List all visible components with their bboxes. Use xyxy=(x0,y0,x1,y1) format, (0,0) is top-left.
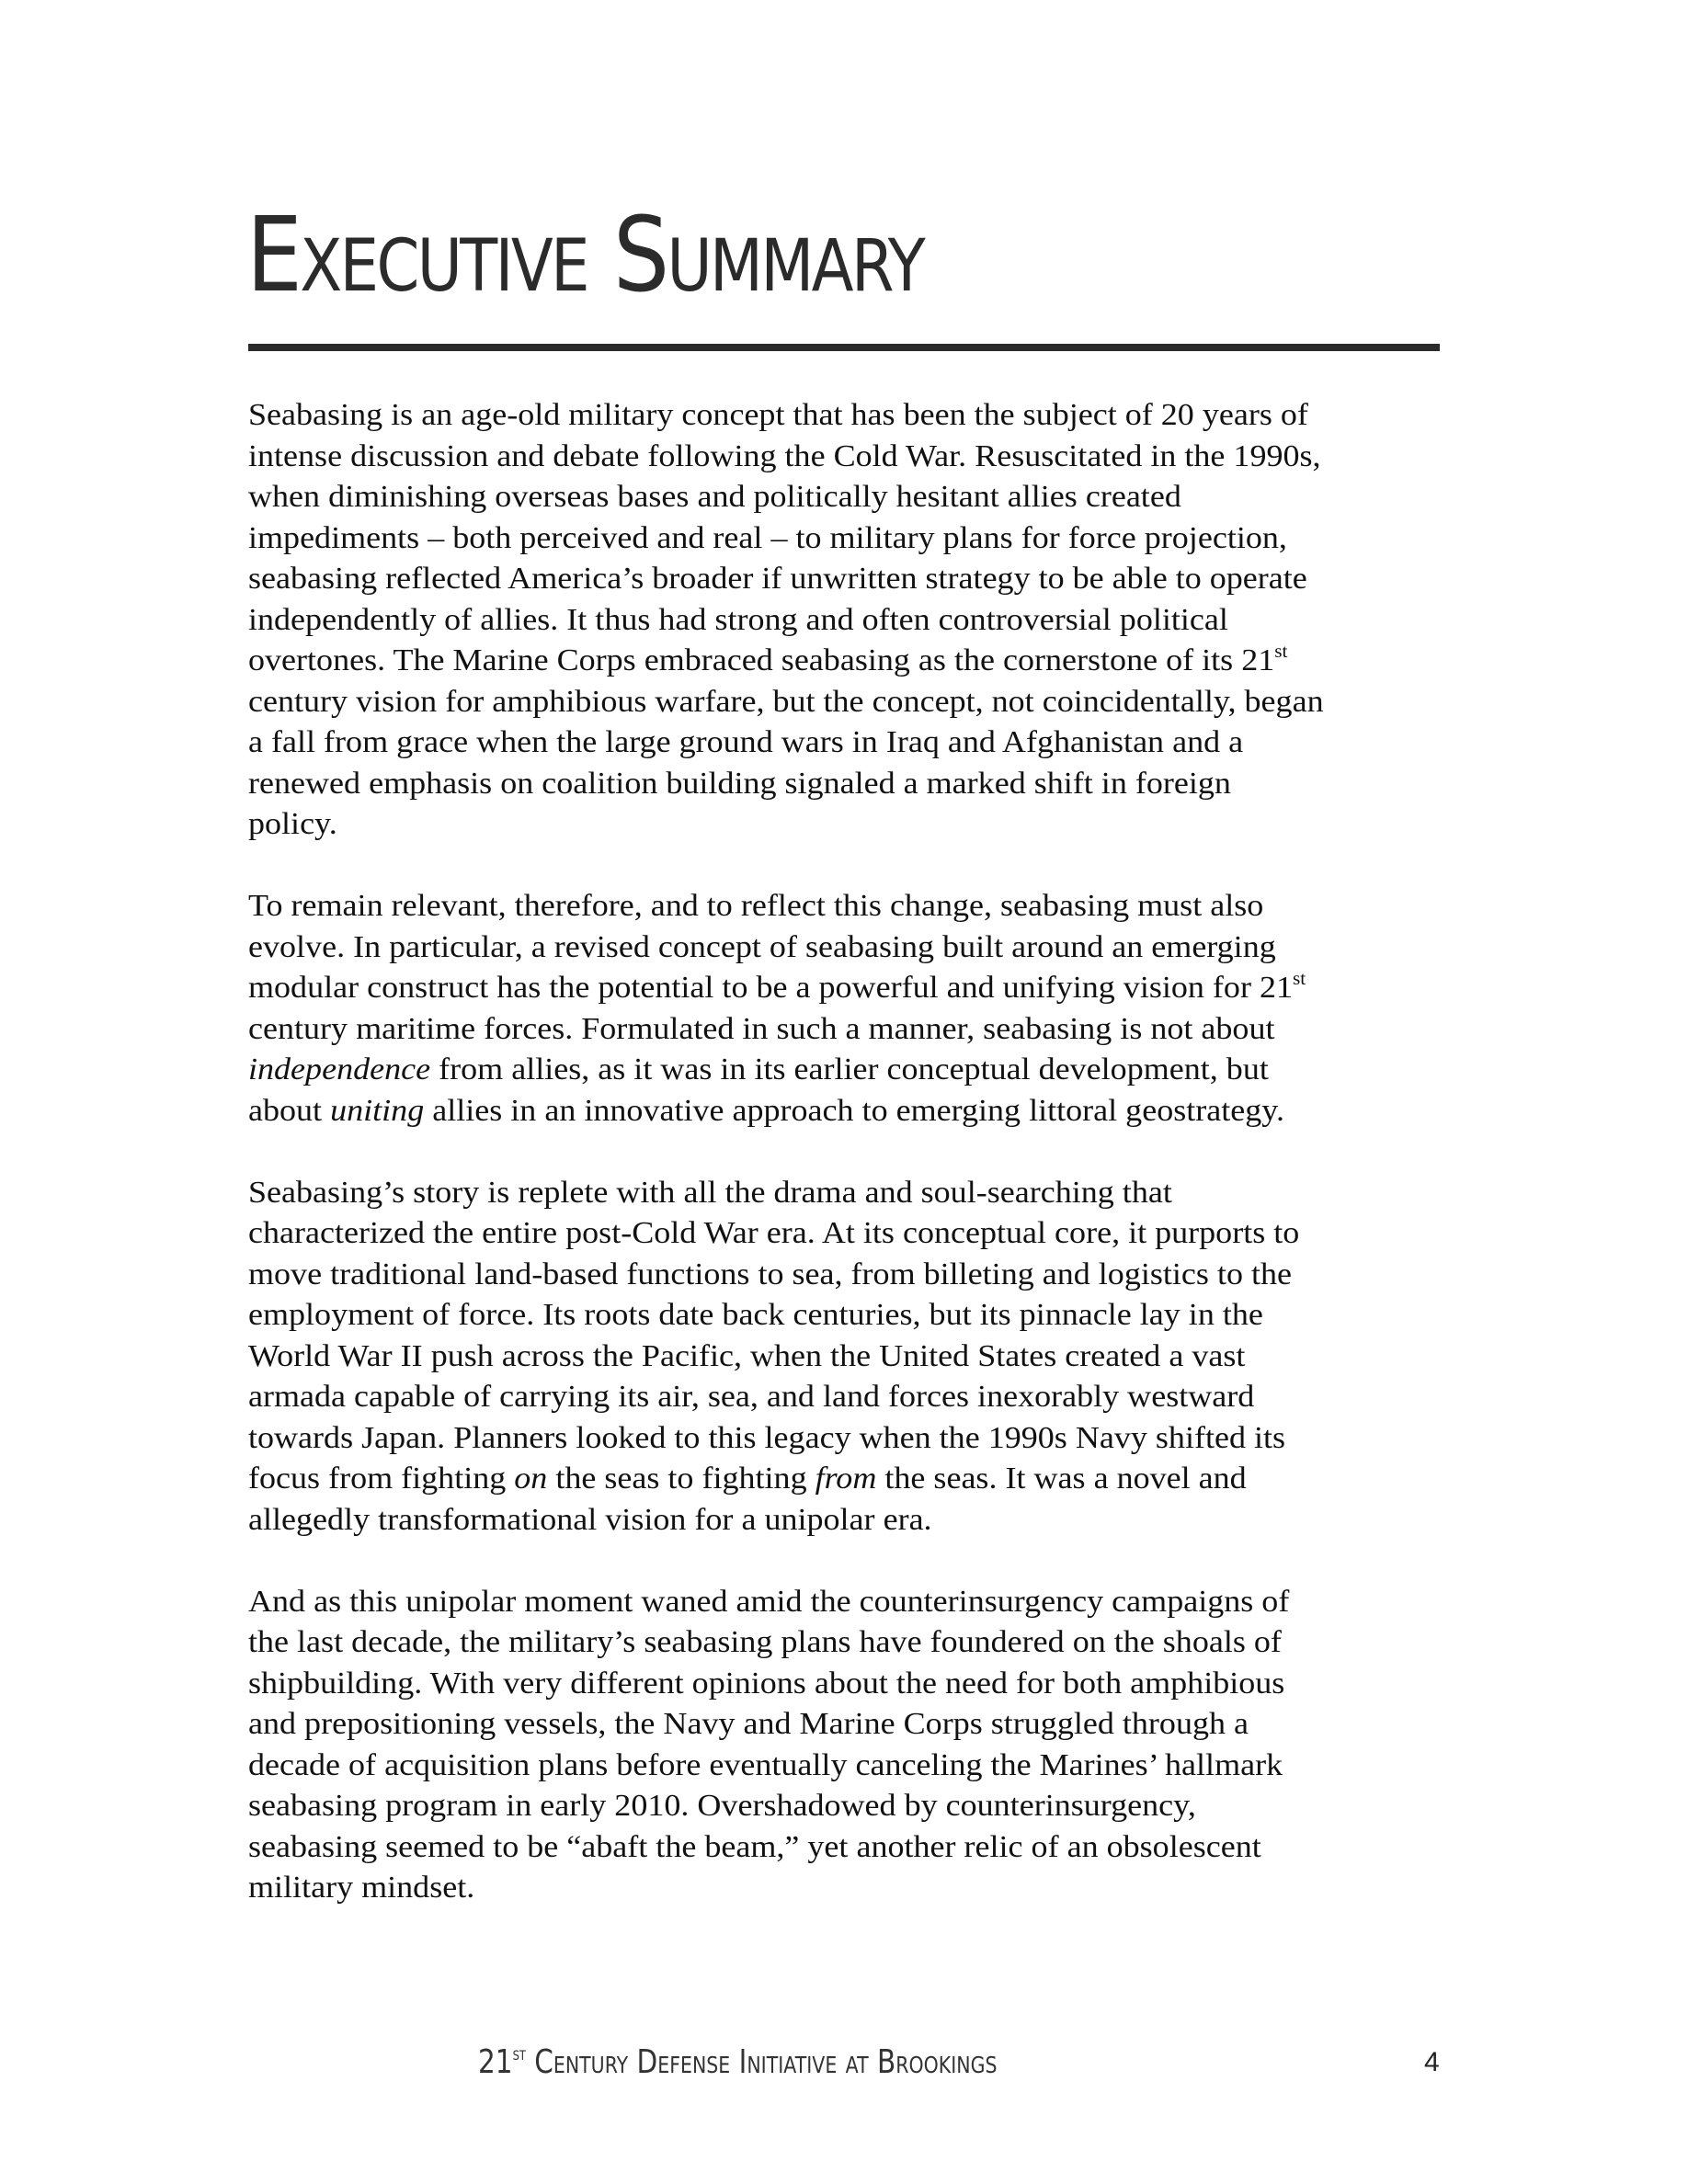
footer-superscript: st xyxy=(512,2042,526,2065)
paragraph xyxy=(248,886,1443,1132)
superscript: st xyxy=(1274,642,1288,662)
text-run: World War II push across the Pacific, when the United States created a vast xyxy=(248,1338,1246,1373)
text-run: allies in an innovative approach to emerging littoral geostrategy. xyxy=(424,1093,1284,1128)
text-run: independently of allies. It thus had strong and often controversial political xyxy=(248,602,1228,637)
superscript: st xyxy=(1293,969,1306,989)
emphasis: independence xyxy=(248,1052,431,1086)
text-line xyxy=(248,1418,1515,1460)
text-run: and prepositioning vessels, the Navy and Marine Corps struggled through a xyxy=(248,1707,1249,1741)
text-run: seabasing reflected America’s broader if unwritten strategy to be able to operate xyxy=(248,562,1307,596)
text-line xyxy=(248,1377,1515,1418)
text-run: from allies, as it was in its earlier conceptual development, but xyxy=(430,1052,1269,1086)
text-line xyxy=(248,1009,1515,1051)
text-run: modular construct has the potential to be a powerful and unifying vision for 21 xyxy=(248,971,1294,1005)
text-run: the seas to fighting xyxy=(547,1462,815,1496)
text-run: military mindset. xyxy=(248,1871,475,1905)
text-run: Seabasing’s story is replete with all the drama and soul-searching that xyxy=(248,1175,1172,1210)
text-line xyxy=(248,722,1515,764)
text-line xyxy=(248,968,1515,1009)
text-line xyxy=(248,1050,1515,1091)
text-line xyxy=(248,1295,1515,1337)
text-line xyxy=(248,477,1515,518)
emphasis: from xyxy=(815,1462,877,1496)
title-divider xyxy=(248,344,1440,351)
text-run: seabasing program in early 2010. Overshadowed by counterinsurgency, xyxy=(248,1789,1196,1823)
paragraph xyxy=(248,1582,1443,1909)
text-line xyxy=(248,1786,1515,1827)
text-run: seabasing seemed to be “abaft the beam,” yet another relic of an obsolescent xyxy=(248,1829,1261,1864)
text-run: Seabasing is an age-old military concept that has been the subject of 20 years of xyxy=(248,398,1308,432)
text-line xyxy=(248,395,1515,437)
text-run: overtones. The Marine Corps embraced seabasing as the cornerstone of its 21 xyxy=(248,643,1275,677)
text-line xyxy=(248,1622,1515,1664)
text-line xyxy=(248,1500,1515,1541)
text-line xyxy=(248,559,1515,600)
footer-prefix: 21 xyxy=(478,2043,513,2081)
text-line xyxy=(248,682,1515,723)
text-line xyxy=(248,1213,1515,1255)
text-line xyxy=(248,1582,1515,1623)
text-line xyxy=(248,518,1515,560)
text-line xyxy=(248,641,1515,682)
text-line xyxy=(248,1091,1515,1132)
text-run: intense discussion and debate following the Cold War. Resuscitated in the 1990s, xyxy=(248,438,1321,473)
text-run: shipbuilding. With very different opinions about the need for both amphibious xyxy=(248,1666,1285,1701)
text-run: armada capable of carrying its air, sea, and land forces inexorably westward xyxy=(248,1380,1255,1414)
footer-title: Century Defense Initiative at Brookings xyxy=(525,2043,998,2081)
text-line xyxy=(248,1664,1515,1705)
text-run: the seas. It was a novel and xyxy=(876,1462,1247,1496)
text-line xyxy=(248,764,1515,805)
text-run: century maritime forces. Formulated in such a manner, seabasing is not about xyxy=(248,1011,1275,1046)
page-title: Executive Summary xyxy=(246,196,924,315)
text-run: renewed emphasis on coalition building signaled a marked shift in foreign xyxy=(248,766,1231,801)
text-run: about xyxy=(248,1093,331,1128)
text-line xyxy=(248,1704,1515,1746)
text-line xyxy=(248,1868,1515,1909)
text-run: policy. xyxy=(248,807,337,841)
text-line xyxy=(248,886,1515,927)
text-line xyxy=(248,437,1515,478)
text-run: towards Japan. Planners looked to this legacy when the 1990s Navy shifted its xyxy=(248,1420,1286,1455)
text-run: impediments – both perceived and real – to military plans for force projection, xyxy=(248,520,1287,555)
text-line xyxy=(248,804,1515,846)
paragraph xyxy=(248,1173,1443,1541)
text-line xyxy=(248,1459,1515,1500)
running-footer xyxy=(478,2042,997,2083)
emphasis: uniting xyxy=(330,1093,425,1128)
text-run: employment of force. Its roots date back centuries, but its pinnacle lay in the xyxy=(248,1298,1263,1332)
page-number: 4 xyxy=(1424,2047,1440,2077)
text-line xyxy=(248,600,1515,642)
emphasis: on xyxy=(514,1462,548,1496)
body-text xyxy=(248,395,1443,1950)
text-line xyxy=(248,1255,1515,1296)
paragraph xyxy=(248,395,1443,846)
text-run: focus from fighting xyxy=(248,1462,515,1496)
text-run: evolve. In particular, a revised concept of seabasing built around an emerging xyxy=(248,929,1276,964)
text-run: characterized the entire post-Cold War era. At its conceptual core, it purports to xyxy=(248,1216,1300,1250)
text-line xyxy=(248,1173,1515,1214)
text-run: And as this unipolar moment waned amid the counterinsurgency campaigns of xyxy=(248,1584,1290,1619)
text-run: the last decade, the military’s seabasing plans have foundered on the shoals of xyxy=(248,1625,1282,1659)
text-run: allegedly transformational vision for a unipolar era. xyxy=(248,1502,932,1537)
text-line xyxy=(248,927,1515,969)
text-run: century vision for amphibious warfare, but the concept, not coincidentally, began xyxy=(248,684,1324,719)
text-line xyxy=(248,1827,1515,1869)
text-line xyxy=(248,1337,1515,1378)
text-run: To remain relevant, therefore, and to reflect this change, seabasing must also xyxy=(248,889,1264,923)
text-run: decade of acquisition plans before eventually canceling the Marines’ hallmark xyxy=(248,1747,1283,1782)
text-run: a fall from grace when the large ground wars in Iraq and Afghanistan and a xyxy=(248,725,1244,759)
text-run: move traditional land-based functions to sea, from billeting and logistics to the xyxy=(248,1257,1293,1291)
text-run: when diminishing overseas bases and politically hesitant allies created xyxy=(248,480,1181,514)
text-line xyxy=(248,1746,1515,1787)
